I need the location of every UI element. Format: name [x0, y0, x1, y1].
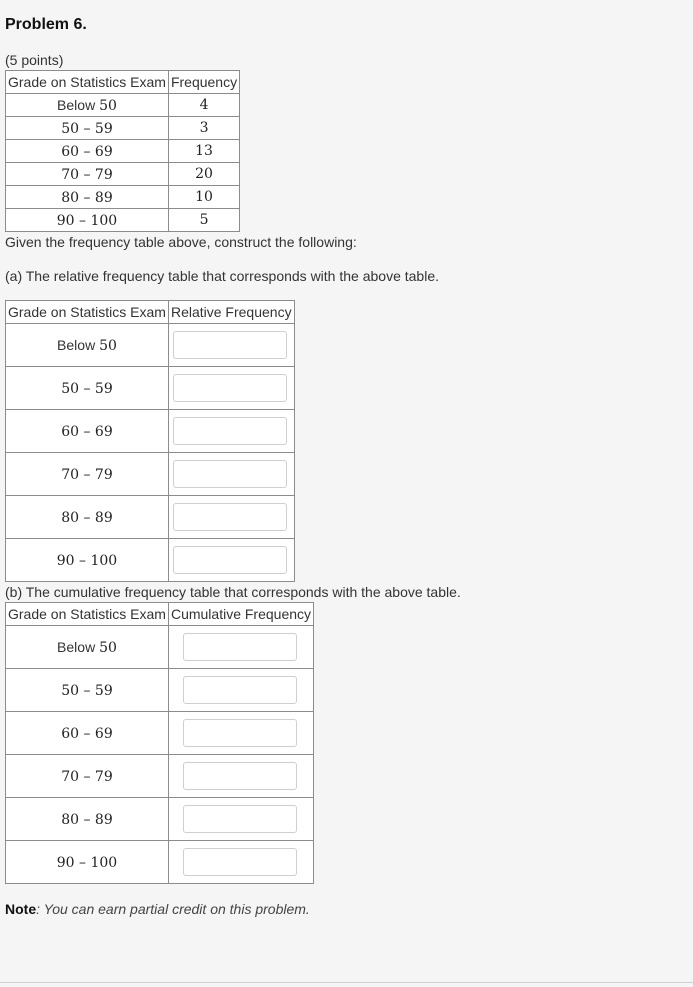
- grade-cell: 80 – 89: [6, 186, 169, 209]
- answer-cell: [168, 798, 313, 841]
- grade-cell: 60 – 69: [6, 410, 169, 453]
- problem-title: Problem 6.: [5, 16, 87, 33]
- note-text: : You can earn partial credit on this problem.: [36, 901, 310, 917]
- table-row: [6, 94, 240, 117]
- answer-cell: [168, 626, 313, 669]
- table-row: [6, 453, 295, 496]
- answer-cell: [168, 712, 313, 755]
- answer-cell: [168, 367, 294, 410]
- cumulative-frequency-input[interactable]: [183, 848, 297, 876]
- table-row: [6, 496, 295, 539]
- frequency-table: [5, 70, 240, 232]
- header-grade: Grade on Statistics Exam: [6, 71, 169, 94]
- relative-frequency-input[interactable]: [173, 503, 287, 531]
- grade-cell: 70 – 79: [6, 163, 169, 186]
- grade-cell: 80 – 89: [6, 798, 169, 841]
- grade-cell: Below 50: [6, 94, 169, 117]
- table-row: [6, 841, 314, 884]
- table-row: [6, 798, 314, 841]
- relative-frequency-input[interactable]: [173, 417, 287, 445]
- grade-cell: 90 – 100: [6, 539, 169, 582]
- relative-frequency-input[interactable]: [173, 374, 287, 402]
- frequency-cell: 20: [168, 163, 239, 186]
- grade-cell: 50 – 59: [6, 117, 169, 140]
- bottom-divider: [0, 982, 693, 983]
- table-row: [6, 367, 295, 410]
- relative-frequency-input[interactable]: [173, 460, 287, 488]
- frequency-cell: 4: [168, 94, 239, 117]
- frequency-cell: 5: [168, 209, 239, 232]
- frequency-cell: 13: [168, 140, 239, 163]
- table-row: [6, 140, 240, 163]
- table-row: [6, 712, 314, 755]
- table-row: [6, 186, 240, 209]
- header-frequency: Frequency: [168, 71, 239, 94]
- table-row: [6, 209, 240, 232]
- grade-cell: 60 – 69: [6, 140, 169, 163]
- part-b-instruction: (b) The cumulative frequency table that corresponds with the above table.: [5, 584, 461, 600]
- table-row: [6, 163, 240, 186]
- grade-cell: 70 – 79: [6, 453, 169, 496]
- cumulative-frequency-input[interactable]: [183, 805, 297, 833]
- grade-cell: 70 – 79: [6, 755, 169, 798]
- answer-cell: [168, 453, 294, 496]
- table-row: [6, 410, 295, 453]
- grade-cell: 50 – 59: [6, 669, 169, 712]
- cumulative-frequency-input[interactable]: [183, 762, 297, 790]
- grade-cell: 80 – 89: [6, 496, 169, 539]
- relative-frequency-input[interactable]: [173, 331, 287, 359]
- header-relative-frequency: Relative Frequency: [168, 301, 294, 324]
- table-row: [6, 626, 314, 669]
- part-a-instruction: (a) The relative frequency table that corresponds with the above table.: [5, 268, 439, 284]
- table-row: [6, 669, 314, 712]
- table-row: [6, 755, 314, 798]
- note-label: Note: [5, 901, 37, 917]
- cumulative-frequency-input[interactable]: [183, 633, 297, 661]
- grade-cell: Below 50: [6, 626, 169, 669]
- relative-frequency-table: [5, 300, 295, 582]
- answer-cell: [168, 496, 294, 539]
- frequency-cell: 10: [168, 186, 239, 209]
- header-grade: Grade on Statistics Exam: [6, 603, 169, 626]
- table-row: [6, 539, 295, 582]
- answer-cell: [168, 755, 313, 798]
- grade-cell: 90 – 100: [6, 841, 169, 884]
- answer-cell: [168, 324, 294, 367]
- table-row: [6, 324, 295, 367]
- grade-cell: 90 – 100: [6, 209, 169, 232]
- cumulative-frequency-input[interactable]: [183, 676, 297, 704]
- grade-cell: Below 50: [6, 324, 169, 367]
- grade-cell: 60 – 69: [6, 712, 169, 755]
- answer-cell: [168, 539, 294, 582]
- cumulative-frequency-table: [5, 602, 314, 884]
- frequency-cell: 3: [168, 117, 239, 140]
- answer-cell: [168, 410, 294, 453]
- grade-cell: 50 – 59: [6, 367, 169, 410]
- cumulative-frequency-input[interactable]: [183, 719, 297, 747]
- relative-frequency-input[interactable]: [173, 546, 287, 574]
- table-row: [6, 117, 240, 140]
- given-instruction: Given the frequency table above, construct the following:: [5, 234, 357, 250]
- partial-credit-note: [5, 901, 310, 917]
- problem-points: (5 points): [5, 52, 64, 68]
- answer-cell: [168, 669, 313, 712]
- header-cumulative-frequency: Cumulative Frequency: [168, 603, 313, 626]
- answer-cell: [168, 841, 313, 884]
- header-grade: Grade on Statistics Exam: [6, 301, 169, 324]
